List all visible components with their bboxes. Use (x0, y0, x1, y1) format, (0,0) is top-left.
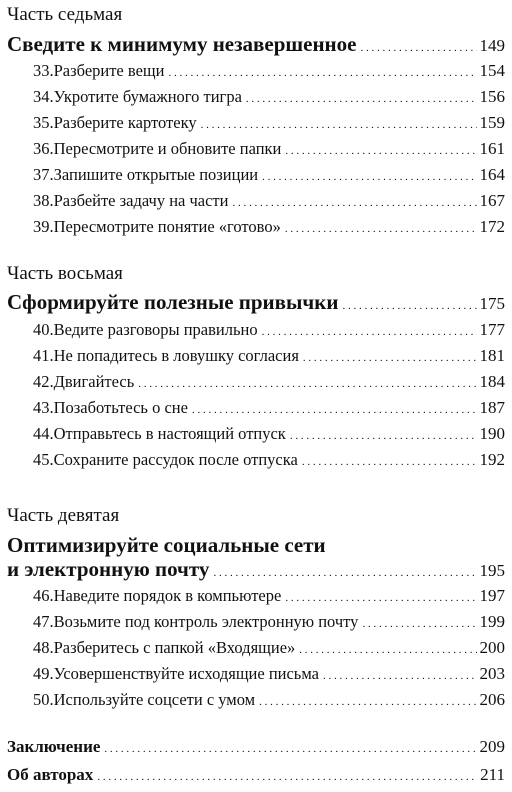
chapter-entry[interactable] (33, 638, 505, 660)
chapter-title: Разберите картотеку (53, 113, 197, 132)
chapter-title: Не попадитесь в ловушку согласия (53, 346, 299, 365)
dot-leader (192, 398, 477, 420)
page-number: 187 (479, 398, 505, 417)
chapter-title: Позаботьтесь о сне (53, 398, 188, 417)
chapter-number: 42. (33, 372, 54, 391)
chapter-title: Возьмите под контроль электронную почту (53, 612, 359, 631)
chapter-title: Укротите бумажного тигра (53, 87, 242, 106)
part-title-row[interactable] (7, 557, 505, 585)
chapter-number: 35. (33, 113, 54, 132)
chapter-number: 39. (33, 217, 54, 236)
chapter-number: 37. (33, 165, 54, 184)
chapter-entry[interactable] (33, 61, 505, 83)
page-number: 167 (479, 191, 505, 210)
dot-leader (246, 87, 477, 109)
page-number: 177 (479, 320, 505, 339)
chapter-entry[interactable] (33, 191, 505, 213)
page-number: 172 (479, 217, 505, 236)
page-number: 206 (479, 690, 505, 709)
chapter-title: Разбейте задачу на части (53, 191, 229, 210)
dot-leader (104, 737, 476, 759)
dot-leader (323, 664, 477, 686)
dot-leader (299, 638, 476, 660)
chapter-entry[interactable] (33, 398, 505, 420)
page-number: 181 (479, 346, 505, 365)
page-number: 199 (479, 612, 505, 631)
part-title: Сформируйте полезные привычки (7, 290, 339, 314)
chapter-entry[interactable] (33, 113, 505, 135)
chapter-number: 38. (33, 191, 54, 210)
chapter-number: 43. (33, 398, 54, 417)
chapter-entry[interactable] (33, 87, 505, 109)
chapter-number: 40. (33, 320, 54, 339)
page-number: 190 (479, 424, 505, 443)
dot-leader (342, 290, 476, 318)
chapter-title: Пересмотрите и обновите папки (53, 139, 282, 158)
dot-leader (259, 690, 476, 712)
endmatter-entry[interactable] (7, 737, 505, 759)
chapter-entry[interactable] (33, 664, 505, 686)
chapter-title: Разберитесь с папкой «Входящие» (53, 638, 296, 657)
dot-leader (213, 557, 476, 585)
chapter-number: 34. (33, 87, 54, 106)
page-number: 159 (479, 113, 505, 132)
part-label: Часть восьмая (7, 263, 123, 284)
chapter-entry[interactable] (33, 165, 505, 187)
chapter-title: Отправьтесь в настоящий отпуск (53, 424, 286, 443)
chapter-title: Сохраните рассудок после отпуска (53, 450, 298, 469)
endmatter-title: Заключение (7, 737, 101, 756)
page-number: 211 (480, 765, 505, 784)
chapter-number: 50. (33, 690, 54, 709)
chapter-entry[interactable] (33, 320, 505, 342)
dot-leader (362, 612, 476, 634)
chapter-entry[interactable] (33, 217, 505, 239)
chapter-entry[interactable] (33, 139, 505, 161)
part-title: Сведите к минимуму незавершенное (7, 32, 357, 56)
page-number: 161 (479, 139, 505, 158)
chapter-title: Используйте соцсети с умом (53, 690, 256, 709)
chapter-number: 47. (33, 612, 54, 631)
dot-leader (262, 165, 476, 187)
part-title-continued: и электронную почту (7, 557, 210, 581)
chapter-number: 36. (33, 139, 54, 158)
dot-leader (201, 113, 477, 135)
chapter-number: 48. (33, 638, 54, 657)
chapter-number: 44. (33, 424, 54, 443)
dot-leader (303, 346, 477, 368)
dot-leader (262, 320, 477, 342)
page-number: 209 (479, 737, 505, 756)
dot-leader (290, 424, 477, 446)
chapter-title: Запишите открытые позиции (53, 165, 259, 184)
chapter-number: 45. (33, 450, 54, 469)
chapter-entry[interactable] (33, 450, 505, 472)
part-title-row[interactable] (7, 32, 505, 60)
chapter-title: Ведите разговоры правильно (53, 320, 258, 339)
chapter-entry[interactable] (33, 372, 505, 394)
endmatter-title: Об авторах (7, 765, 94, 784)
dot-leader (285, 139, 476, 161)
page-number: 164 (479, 165, 505, 184)
chapter-number: 41. (33, 346, 54, 365)
chapter-title: Пересмотрите понятие «готово» (53, 217, 281, 236)
page-number: 197 (479, 586, 505, 605)
part-label: Часть девятая (7, 505, 120, 526)
part-title: Оптимизируйте социальные сети (7, 533, 326, 557)
part-label: Часть седьмая (7, 4, 123, 25)
dot-leader (97, 765, 477, 787)
dot-leader (232, 191, 476, 213)
page-number: 175 (479, 294, 505, 313)
dot-leader (285, 586, 476, 608)
chapter-entry[interactable] (33, 612, 505, 634)
page-number: 154 (479, 61, 505, 80)
page-number: 156 (479, 87, 505, 106)
page-number: 192 (479, 450, 505, 469)
dot-leader (138, 372, 476, 394)
page-number: 184 (479, 372, 505, 391)
chapter-entry[interactable] (33, 346, 505, 368)
chapter-title: Наведите порядок в компьютере (53, 586, 282, 605)
endmatter-entry[interactable] (7, 765, 505, 787)
chapter-entry[interactable] (33, 424, 505, 446)
chapter-number: 33. (33, 61, 54, 80)
chapter-entry[interactable] (33, 690, 505, 712)
dot-leader (168, 61, 476, 83)
page-number: 195 (479, 561, 505, 580)
part-title-row[interactable] (7, 290, 505, 318)
page-number: 200 (479, 638, 505, 657)
page-number: 203 (479, 664, 505, 683)
chapter-title: Двигайтесь (53, 372, 135, 391)
dot-leader (302, 450, 477, 472)
chapter-entry[interactable] (33, 586, 505, 608)
dot-leader (285, 217, 477, 239)
page-number: 149 (479, 36, 505, 55)
dot-leader (360, 32, 476, 60)
chapter-number: 49. (33, 664, 54, 683)
chapter-title: Разберите вещи (53, 61, 165, 80)
chapter-number: 46. (33, 586, 54, 605)
chapter-title: Усовершенствуйте исходящие письма (53, 664, 319, 683)
